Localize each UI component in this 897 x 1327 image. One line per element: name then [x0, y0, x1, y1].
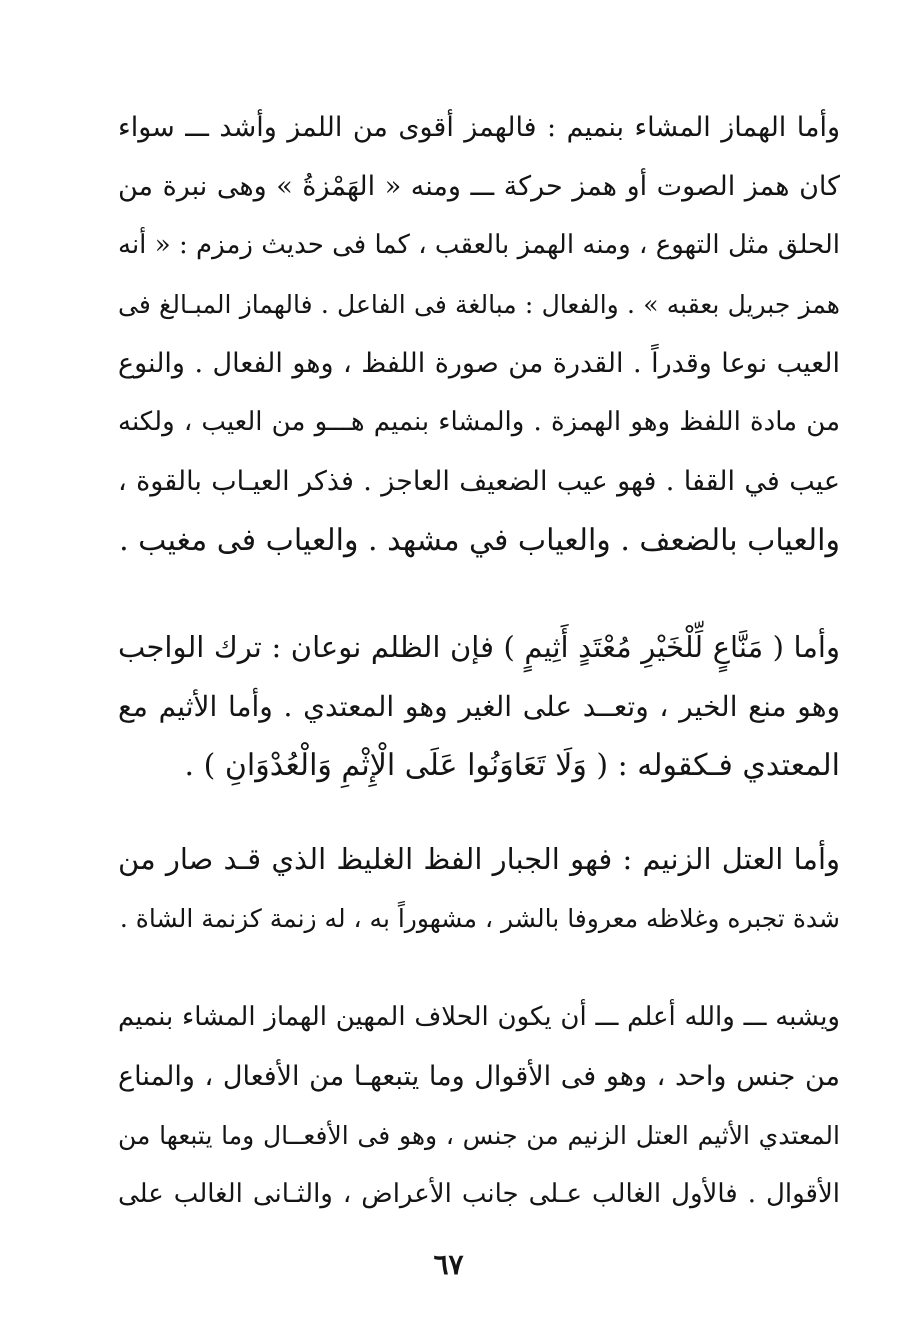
- text-line: عيب في القفا . فهو عيب الضعيف العاجز . فذكر العيـاب بالقوة ،: [118, 466, 840, 497]
- text-line: همز جبريل بعقبه » . والفعال : مبالغة فى الفاعل . فالهماز المبـالغ فى: [118, 290, 840, 319]
- page-number: ٦٧: [433, 1248, 464, 1281]
- text-line: من مادة اللفظ وهو الهمزة . والمشاء بنميم هـــو من العيب ، ولكنه: [118, 407, 840, 437]
- text-line: الأقوال . فالأول الغالب عـلى جانب الأعراض ، والثـانى الغالب على: [118, 1179, 840, 1209]
- text-line-with-quran-quote: المعتدي فـكقوله : ( وَلَا تَعَاوَنُوا عَلَى الْإِثْمِ وَالْعُدْوَانِ ) .: [184, 748, 840, 783]
- paragraph-mannaa: [118, 618, 840, 795]
- text-line: الحلق مثل التهوع ، ومنه الهمز بالعقب ، كما فى حديث زمزم : « أنه: [118, 230, 840, 260]
- text-line: وهو منع الخير ، وتعــد على الغير وهو المعتدي . وأما الأثيم مع: [118, 690, 840, 723]
- paragraph-hammaz: [118, 98, 840, 570]
- text-line: شدة تجبره وغلاظه معروفا بالشر ، مشهوراً به ، له زنمة كزنمة الشاة .: [119, 904, 840, 933]
- text-line: من جنس واحد ، وهو فى الأقوال وما يتبعهـا من الأفعال ، والمناع: [118, 1061, 840, 1092]
- paragraph-comparison: [118, 988, 840, 1224]
- paragraph-utul-zanim: [118, 830, 840, 948]
- text-line: كان همز الصوت أو همز حركة ـــ ومنه « الهَمْزةُ » وهى نبرة من: [118, 171, 840, 202]
- text-line: والعياب بالضعف . والعياب في مشهد . والعياب فى مغيب .: [119, 523, 840, 558]
- text-line: المعتدي الأثيم العتل الزنيم من جنس ، وهو فى الأفعــال وما يتبعها من: [118, 1121, 840, 1150]
- text-line-with-quran-quote: وأما ( مَنَّاعٍ لِّلْخَيْرِ مُعْتَدٍ أَثِيمٍ ) فإن الظلم نوعان : ترك الواجب: [118, 630, 840, 664]
- text-line: العيب نوعا وقدراً . القدرة من صورة اللفظ ، وهو الفعال . والنوع: [118, 348, 840, 379]
- text-line: ويشبه ـــ والله أعلم ـــ أن يكون الحلاف المهين الهماز المشاء بنميم: [118, 1002, 840, 1032]
- text-line: وأما العتل الزنيم : فهو الجبار الفظ الغليظ الذي قـد صار من: [118, 842, 840, 876]
- text-line: وأما الهماز المشاء بنميم : فالهمز أقوى من اللمز وأشد ـــ سواء: [118, 112, 840, 143]
